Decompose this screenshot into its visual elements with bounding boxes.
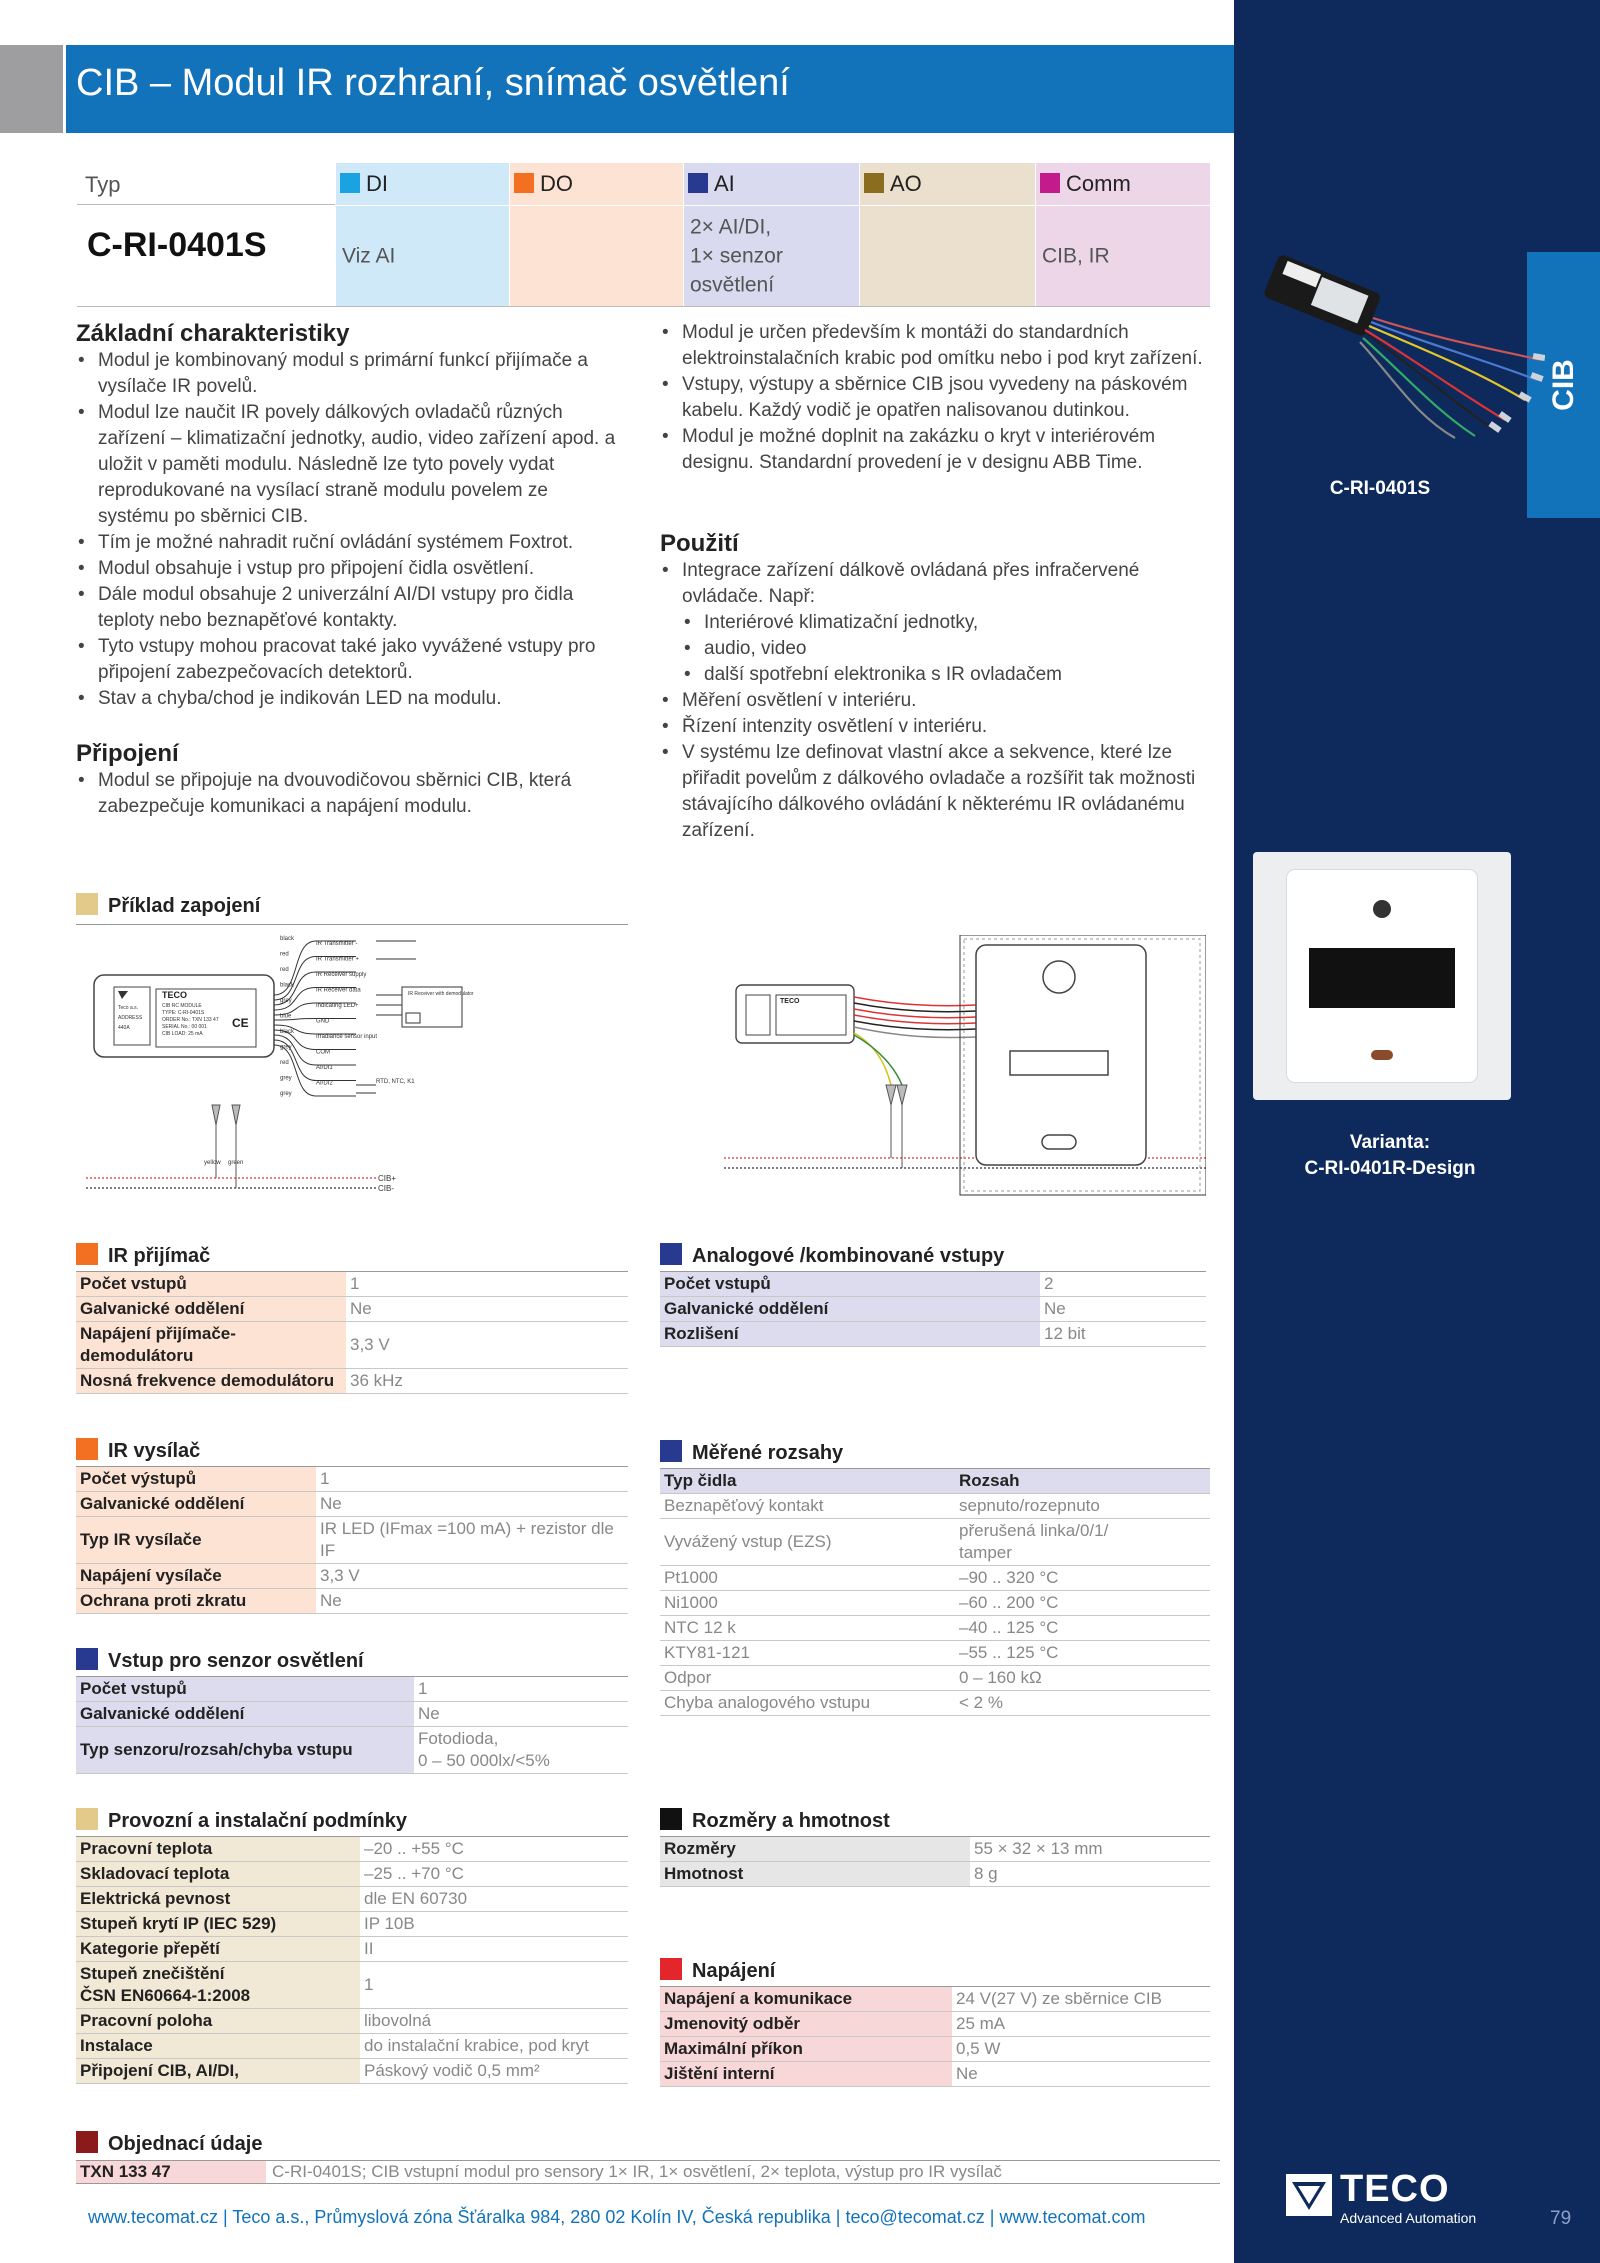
spec-value: –90 .. 320 °C [955,1566,1210,1591]
spec-table [660,1468,1210,1716]
svg-text:TECO: TECO [780,998,800,1005]
characteristics-list [76,348,616,712]
address-label-line: Teco a.s. [118,1005,139,1011]
photo-caption: C-RI-0401S [1329,478,1431,499]
table-row [76,1297,628,1322]
cib-minus-label: CIB- [378,1184,394,1193]
spec-value: Ne [346,1297,628,1322]
type-col-label: DI [366,171,388,196]
spec-value: Ne [316,1589,628,1614]
spec-section-title [76,1438,200,1463]
list-item: • Modul se připojuje na dvouvodičovou sběrnici CIB, která zabezpečuje komunikaci a napájení modulu. [76,768,616,820]
spec-value: Ne [414,1702,628,1727]
section-heading: Použití [660,530,739,557]
wire-color-label: red [280,951,289,958]
list-item: • Modul je možné doplnit na zakázku o kryt v interiérovém designu. Standardní provedení je v designu ABB Time. [660,424,1220,476]
table-header-cell: Typ čidla [660,1469,955,1494]
variant-caption-model: C-RI-0401R-Design [1304,1158,1476,1179]
spec-key: Galvanické oddělení [660,1297,1040,1322]
list-item: • Stav a chyba/chod je indikován LED na modulu. [76,686,616,712]
wire-color-label: black [280,1029,295,1035]
spec-value: –60 .. 200 °C [955,1591,1210,1616]
spec-key: NTC 12 k [660,1616,955,1641]
table-row [76,2059,628,2084]
spec-key: Typ senzoru/rozsah/chyba vstupu [76,1727,414,1774]
list-item: • Integrace zařízení dálkově ovládaná přes infračervené ovládače. Např: [660,558,1220,610]
yellow-label: yellow [204,1160,221,1166]
module-label-line: SERIAL No.: 00 001 [162,1024,207,1030]
spec-key: Galvanické oddělení [76,1702,414,1727]
section-heading: Připojení [76,740,179,767]
table-row [660,1862,1210,1887]
spec-section-title [660,1958,775,1983]
order-code: TXN 133 47 [80,2162,171,2181]
spec-key: Rozměry [660,1837,970,1862]
spec-key: Jištění interní [660,2062,952,2087]
spec-value: 1 [414,1677,628,1702]
table-row [76,1677,628,1702]
wire-line [274,1045,356,1096]
type-col-value [1035,206,1210,306]
section-square-icon [660,1808,682,1830]
spec-title-text: IR přijímač [108,1245,211,1267]
wire-color-label: black [280,982,295,989]
signal-label: IR Receiver supply [316,972,367,978]
type-col-label: AO [890,171,922,196]
table-row [660,1666,1210,1691]
address-label-line: ADDRESS [118,1015,143,1021]
wire-color-label: red [280,967,289,973]
section-tab-label: CIB [1546,359,1580,411]
variant-caption: Varianta: [1349,1132,1431,1153]
footer-text: www.tecomat.cz | Teco a.s., Průmyslová zóna Šťáralka 984, 280 02 Kolín IV, Česká republika | teco@tecomat.cz | www.tecomat.com [88,2207,1146,2227]
spec-section-title [660,1243,1004,1268]
receiver-label: IR Receiver with demodulator [408,991,474,997]
spec-value: 24 V(27 V) ze sběrnice CIB [952,1987,1210,2012]
spec-value: 0 – 160 kΩ [955,1666,1210,1691]
spec-value: sepnuto/rozepnuto [955,1494,1210,1519]
spec-value: Páskový vodič 0,5 mm² [360,2059,628,2084]
table-row [76,2034,628,2059]
type-color-icon [1040,173,1060,193]
spec-key: Počet vstupů [660,1272,1040,1297]
spec-value: dle EN 60730 [360,1887,628,1912]
signal-label: AI/DI2 [316,1080,333,1087]
spec-key: Typ IR vysílače [76,1517,316,1564]
spec-value: 55 × 32 × 13 mm [970,1837,1210,1862]
wire-color-label: red [280,1060,289,1066]
module-label-line: ORDER No.: TXN 133 47 [162,1017,219,1023]
spec-key: Pt1000 [660,1566,955,1591]
table-row [76,2009,628,2034]
spec-value: 3,3 V [346,1322,628,1369]
spec-key: Počet vstupů [76,1677,414,1702]
type-col-value [859,206,1035,306]
table-row [76,1369,628,1394]
type-col-text: CIB, IR [1042,244,1110,268]
cib-plus-label: CIB+ [378,1174,397,1183]
list-item: • Modul obsahuje i vstup pro připojení čidla osvětlení. [76,556,616,582]
spec-value: 8 g [970,1862,1210,1887]
table-row [660,2062,1210,2087]
type-col-header [859,163,1035,205]
wire-color-label: grey [280,998,292,1004]
spec-section-title [76,1243,210,1268]
wire-color-label: blue [280,1013,292,1020]
connection-list [76,768,616,820]
wiring-diagram [76,935,1206,1205]
teco-logo-icon [1284,2172,1334,2218]
type-col-label: DO [540,171,573,196]
section-square-icon [76,1243,98,1265]
type-col-value [335,206,509,306]
spec-value: Fotodioda, 0 – 50 000lx/<5% [414,1727,628,1774]
diagram-title: Příklad zapojení [76,893,260,918]
svg-text:TECO: TECO [162,990,188,1000]
table-row [660,1591,1210,1616]
type-col-value [683,206,859,306]
typ-label: Typ [85,172,121,197]
list-item: • V systému lze definovat vlastní akce a sekvence, které lze přiřadit povelům z dálkového ovladače a rozšířit tak možnosti stávajícího dálkového ovládání k některému IR ovládanému zařízení. [660,740,1220,844]
spec-key: Chyba analogového vstupu [660,1691,955,1716]
spec-section-title [76,1808,407,1833]
type-table [77,163,1210,307]
table-row [76,1727,628,1774]
spec-key: Připojení CIB, AI/DI, [76,2059,360,2084]
type-col-value [509,206,683,306]
spec-section-title [76,1648,364,1673]
type-col-header [683,163,859,205]
page-title: CIB – Modul IR rozhraní, snímač osvětlení [76,62,790,104]
list-item: • Modul je kombinovaný modul s primární funkcí přijímače a vysílače IR povelů. [76,348,616,400]
table-row [76,1962,628,2009]
section-square-icon [76,1648,98,1670]
table-row [660,1566,1210,1591]
list-item: • Tím je možné nahradit ruční ovládání systémem Foxtrot. [76,530,616,556]
spec-value: Ne [952,2062,1210,2087]
brand-name: TECO [1340,2168,1450,2210]
spec-key: Napájení přijímače- demodulátoru [76,1322,346,1369]
order-row [76,2160,1220,2184]
spec-key: Instalace [76,2034,360,2059]
list-item: • Vstupy, výstupy a sběrnice CIB jsou vyvedeny na páskovém kabelu. Každý vodič je opatřen nalisovanou dutinkou. [660,372,1220,424]
spec-key: Počet výstupů [76,1467,316,1492]
brand-tagline: Advanced Automation [1340,2210,1477,2226]
spec-value: Ne [316,1492,628,1517]
spec-title-text: Rozměry a hmotnost [692,1810,890,1832]
spec-key: Vyvážený vstup (EZS) [660,1519,955,1566]
section-square-icon [76,2131,98,2153]
spec-value: –55 .. 125 °C [955,1641,1210,1666]
spec-key: Stupeň znečištění ČSN EN60664-1:2008 [76,1962,360,2009]
table-row [660,1837,1210,1862]
type-col-label: AI [714,171,735,196]
spec-title-text: Měřené rozsahy [692,1442,844,1464]
list-item: • Dále modul obsahuje 2 univerzální AI/DI vstupy pro čidla teploty nebo beznapěťové kontakty. [76,582,616,634]
spec-value: IP 10B [360,1912,628,1937]
table-row [76,1564,628,1589]
spec-key: Elektrická pevnost [76,1887,360,1912]
type-col-header [335,163,509,205]
section-square-icon [660,1440,682,1462]
table-row [660,1987,1210,2012]
spec-value: 1 [346,1272,628,1297]
list-item: • Řízení intenzity osvětlení v interiéru. [660,714,1220,740]
type-color-icon [688,173,708,193]
spec-key: Galvanické oddělení [76,1492,316,1517]
signal-label: GND [316,1018,330,1025]
spec-section-title [660,1808,890,1833]
header-grey-block [0,45,63,133]
type-color-icon [340,173,360,193]
table-row [76,1862,628,1887]
section-square-icon [660,1243,682,1265]
list-item: • audio, video [660,636,1220,662]
spec-value: 1 [316,1467,628,1492]
table-row [660,1297,1206,1322]
teco-logo [1284,2168,1477,2230]
type-color-icon [514,173,534,193]
table-header-cell: Rozsah [955,1469,1210,1494]
type-col-text: 2× AI/DI, 1× senzor osvětlení [690,215,783,297]
table-row [660,2037,1210,2062]
spec-value: –40 .. 125 °C [955,1616,1210,1641]
spec-key: Kategorie přepětí [76,1937,360,1962]
section-square-icon [76,1808,98,1830]
spec-key: Skladovací teplota [76,1862,360,1887]
table-row [76,1492,628,1517]
signal-label: IR Transmitter - [316,941,358,947]
spec-value: 1 [360,1962,628,2009]
rtd-label: RTD, NTC, K1 [376,1079,415,1085]
module-label-line: CIB LOAD: 25 mA [162,1031,203,1037]
list-item: • Modul lze naučit IR povely dálkových ovladačů různých zařízení – klimatizační jednotky, audio, video zařízení apod. a uložit v paměti modulu. Následně lze tyto povely vydat reprodukované na vysílací straně modulu povelem ze systému po sběrnici CIB. [76,400,616,530]
signal-label: IR Transmitter + [316,956,359,963]
spec-value: IR LED (IFmax =100 mA) + rezistor dle IF [316,1517,628,1564]
design-variant-photo [1253,852,1511,1100]
table-row [660,1272,1206,1297]
list-item: • Modul je určen především k montáži do standardních elektroinstalačních krabic pod omítku nebo i pod kryt zařízení. [660,320,1220,372]
signal-label: IR Receiver data [316,987,361,994]
spec-title-text: Analogové /kombinované vstupy [692,1245,1005,1267]
signal-label: Irradiance sensor input [316,1034,378,1040]
module-photo [1255,250,1545,440]
type-col-header [509,163,683,205]
table-row [76,1937,628,1962]
spec-key: Maximální příkon [660,2037,952,2062]
spec-value: přerušená linka/0/1/ tamper [955,1519,1210,1566]
wire-color-label: grey [280,1044,292,1051]
list-item: • Měření osvětlení v interiéru. [660,688,1220,714]
spec-key: Napájení vysílače [76,1564,316,1589]
wire-color-label: black [280,936,295,942]
module-label-line: CIB RC MODULE [162,1003,202,1009]
spec-table [660,1836,1210,1887]
model-name: C-RI-0401S [87,226,267,264]
spec-key: Ochrana proti zkratu [76,1589,316,1614]
spec-key: Hmotnost [660,1862,970,1887]
type-color-icon [864,173,884,193]
table-row [660,1494,1210,1519]
signal-label: COM [316,1049,330,1056]
svg-text:CE: CE [232,1016,249,1030]
spec-key: Pracovní teplota [76,1837,360,1862]
spec-key: Galvanické oddělení [76,1297,346,1322]
spec-value: 25 mA [952,2012,1210,2037]
spec-value: do instalační krabice, pod kryt [360,2034,628,2059]
section-heading: Základní charakteristiky [76,320,350,347]
order-description: C-RI-0401S; CIB vstupní modul pro sensory 1× IR, 1× osvětlení, 2× teplota, výstup pro IR vysílač [272,2162,1002,2181]
spec-value: 36 kHz [346,1369,628,1394]
spec-key: Nosná frekvence demodulátoru [76,1369,346,1394]
spec-title-text: Provozní a instalační podmínky [108,1810,407,1832]
spec-section-title [660,1440,843,1465]
spec-key: Ni1000 [660,1591,955,1616]
spec-key: Stupeň krytí IP (IEC 529) [76,1912,360,1937]
spec-value: 3,3 V [316,1564,628,1589]
spec-title-text: Napájení [692,1960,776,1982]
signal-label: AI/DI1 [316,1065,333,1071]
usage-list [660,558,1220,844]
section-square-icon [660,1958,682,1980]
spec-value: II [360,1937,628,1962]
green-label: green [228,1160,244,1166]
signal-label: Indicating LED+ [316,1003,359,1009]
table-row [76,1272,628,1297]
table-row [76,1517,628,1564]
spec-key: Rozlišení [660,1322,1040,1347]
spec-value: –20 .. +55 °C [360,1837,628,1862]
divider [76,924,628,925]
spec-key: Beznapěťový kontakt [660,1494,955,1519]
spec-value: libovolná [360,2009,628,2034]
address-label-line: 440A [118,1025,130,1031]
spec-table [76,1676,628,1774]
table-row [660,2012,1210,2037]
table-row [660,1322,1206,1347]
spec-table [76,1271,628,1394]
spec-table [660,1986,1210,2087]
spec-value: 12 bit [1040,1322,1206,1347]
spec-table [76,1466,628,1614]
type-col-label: Comm [1066,171,1131,196]
spec-key: Odpor [660,1666,955,1691]
table-row [76,1467,628,1492]
spec-value: 2 [1040,1272,1206,1297]
table-row [660,1519,1210,1566]
spec-value: < 2 % [955,1691,1210,1716]
table-row [76,1589,628,1614]
module-label-line: TYPE: C-RI-0401S [162,1010,205,1016]
type-col-text: Viz AI [342,244,396,268]
table-header-row [660,1469,1210,1494]
list-item: • Tyto vstupy mohou pracovat také jako vyvážené vstupy pro připojení zabezpečovacích detektorů. [76,634,616,686]
list-item: • Interiérové klimatizační jednotky, [660,610,1220,636]
table-row [76,1702,628,1727]
type-col-header [1035,163,1210,205]
spec-title-text: IR vysílač [108,1440,201,1462]
spec-key: Napájení a komunikace [660,1987,952,2012]
wire-color-label: grey [280,1075,292,1082]
spec-key: KTY81-121 [660,1641,955,1666]
spec-value: 0,5 W [952,2037,1210,2062]
table-row [76,1887,628,1912]
table-row [660,1616,1210,1641]
list-item: • další spotřební elektronika s IR ovladačem [660,662,1220,688]
table-row [76,1322,628,1369]
mounting-list [660,320,1220,476]
page-number: 79 [1550,2208,1572,2229]
table-row [660,1691,1210,1716]
spec-title-text: Vstup pro senzor osvětlení [108,1650,364,1672]
table-row [660,1641,1210,1666]
wire-color-label: grey [280,1091,292,1097]
table-row [76,1912,628,1937]
spec-table [76,1836,628,2084]
section-square-icon [76,1438,98,1460]
spec-key: Jmenovitý odběr [660,2012,952,2037]
spec-value: –25 .. +70 °C [360,1862,628,1887]
section-square-icon [76,893,98,915]
spec-value: Ne [1040,1297,1206,1322]
spec-table [660,1271,1206,1347]
spec-key: Pracovní poloha [76,2009,360,2034]
spec-key: Počet vstupů [76,1272,346,1297]
order-title: Objednací údaje [76,2131,262,2156]
table-row [76,1837,628,1862]
